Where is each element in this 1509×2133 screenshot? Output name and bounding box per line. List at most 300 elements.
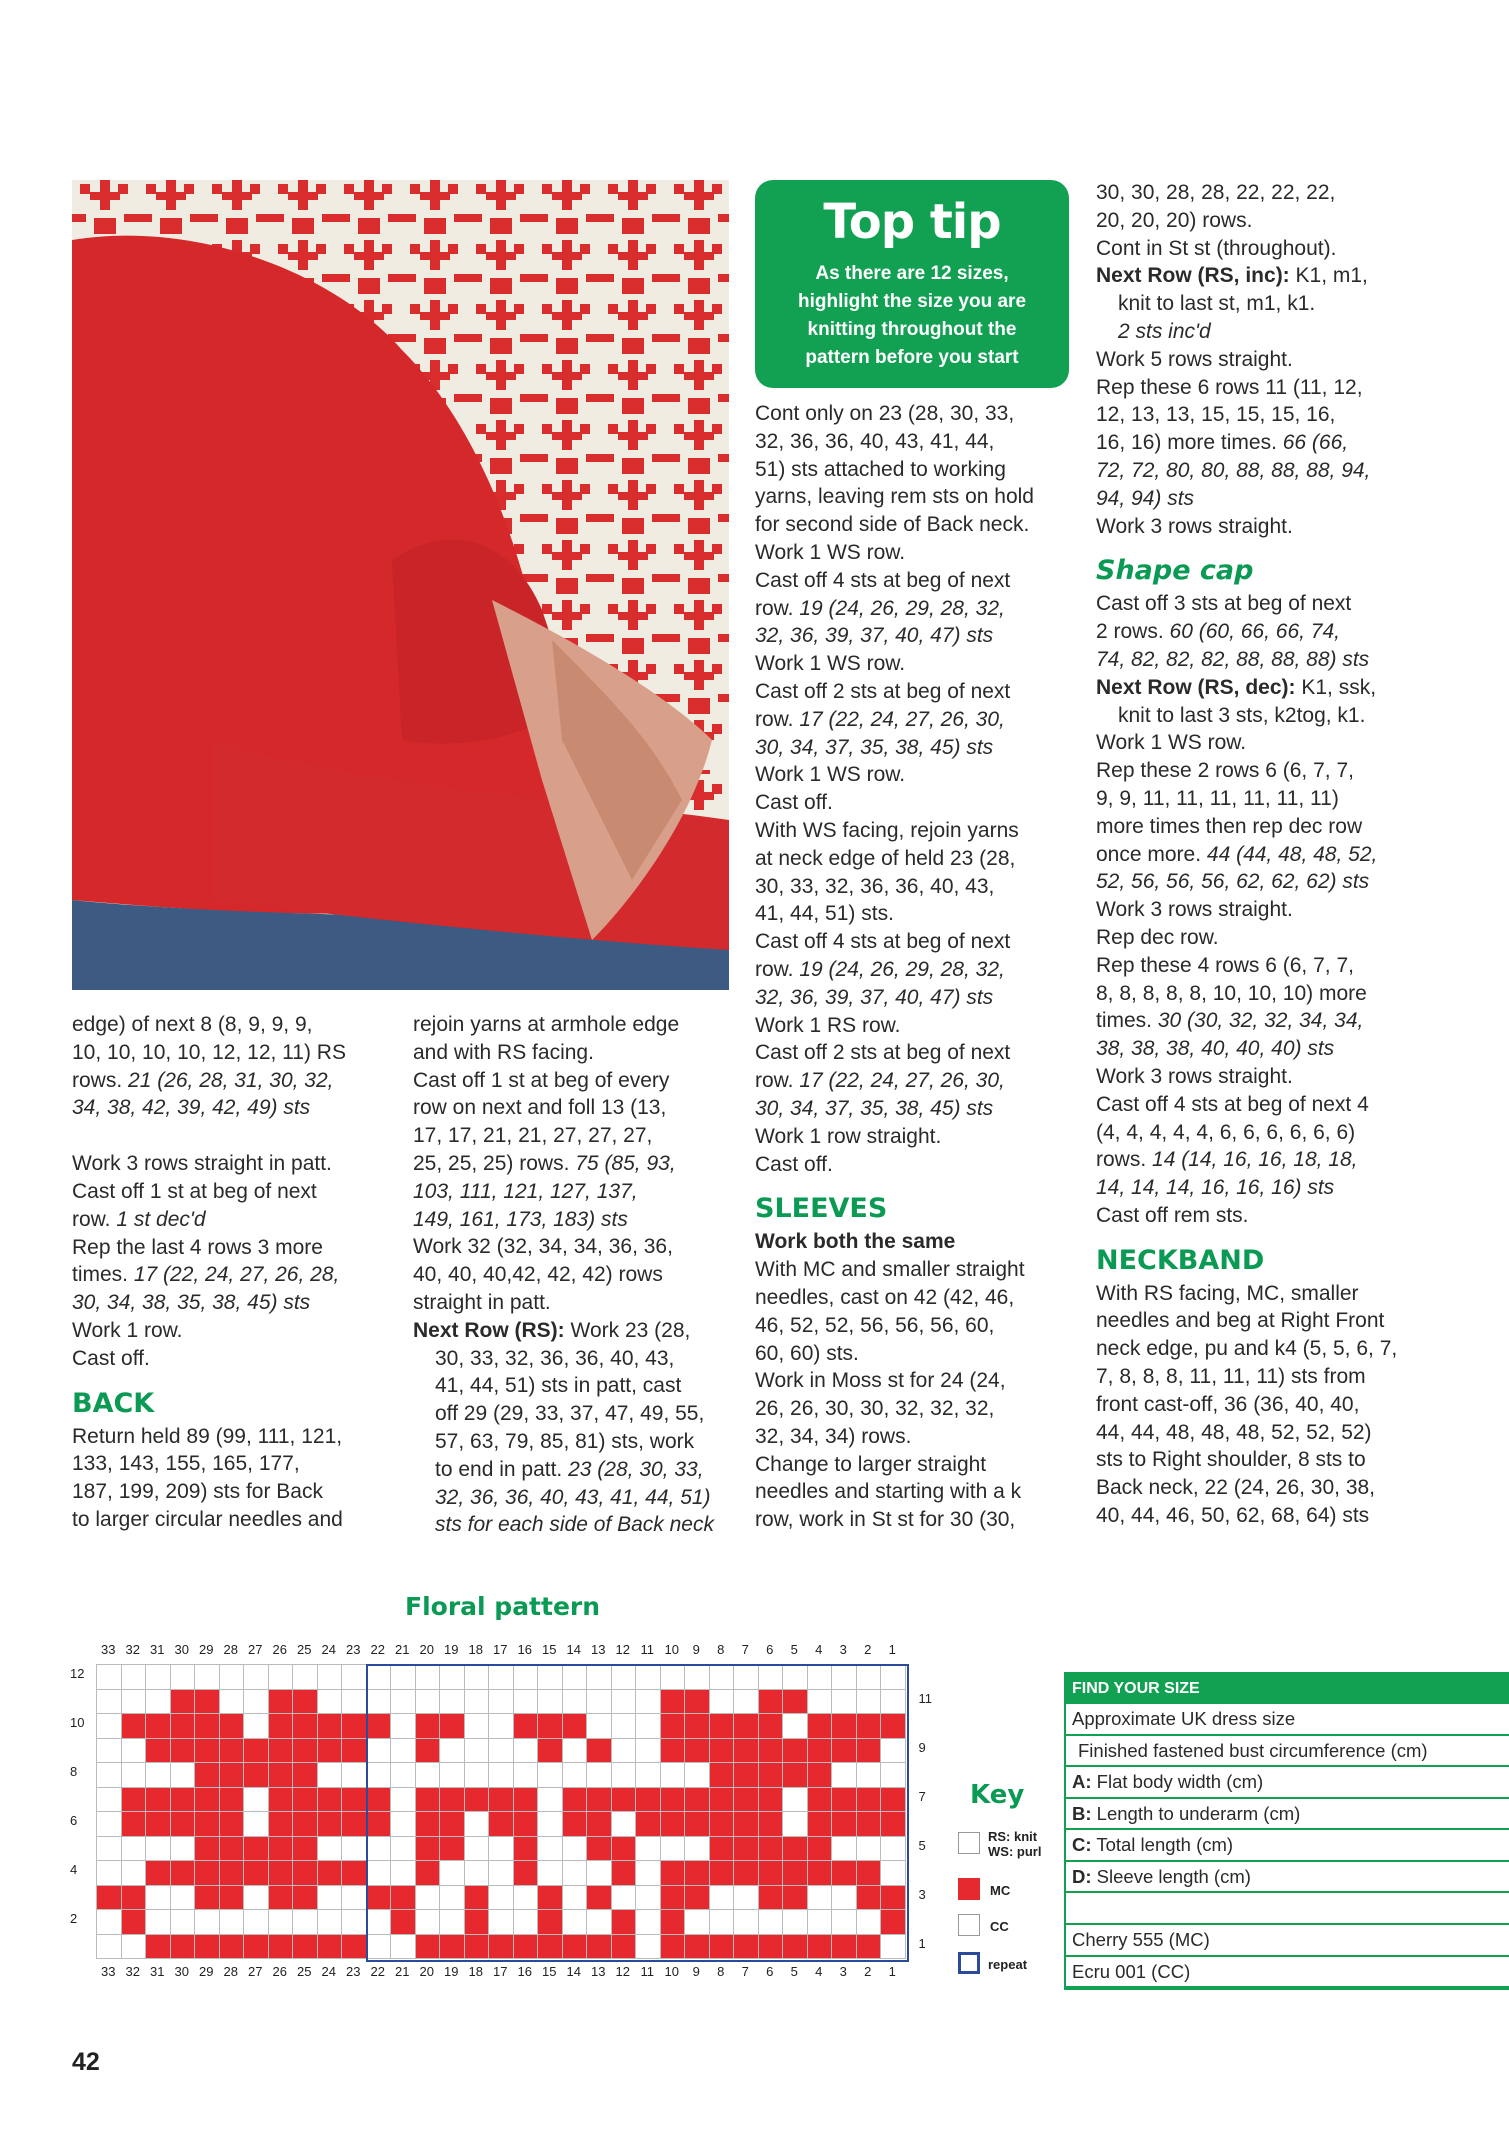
text-line: 32, 34, 34) rows. (755, 1424, 912, 1448)
chart-cell (661, 1690, 686, 1715)
chart-cell (318, 1788, 343, 1813)
chart-cell (857, 1788, 882, 1813)
chart-column-number: 27 (248, 1964, 263, 1979)
chart-cell (587, 1739, 612, 1764)
chart-cell (342, 1763, 367, 1788)
chart-column-number: 15 (542, 1964, 557, 1979)
chart-cell (538, 1910, 563, 1935)
chart-cell (538, 1714, 563, 1739)
chart-column-number: 3 (839, 1642, 847, 1657)
chart-cell (881, 1861, 906, 1886)
text-line: front cast-off, 36 (36, 40, 40, (1096, 1392, 1360, 1416)
top-tip-box (755, 180, 1069, 388)
chart-cell (440, 1665, 465, 1690)
text-line: row. 17 (22, 24, 27, 26, 30, (755, 1069, 1005, 1093)
key-repeat-swatch (958, 1952, 980, 1974)
neckband-heading: NECKBAND (1096, 1244, 1265, 1276)
chart-cell (759, 1837, 784, 1862)
chart-cell (269, 1886, 294, 1911)
chart-cell (514, 1910, 539, 1935)
chart-column-number: 5 (790, 1642, 798, 1657)
chart-cell (440, 1788, 465, 1813)
text-line: 25, 25, 25) rows. 75 (85, 93, (413, 1151, 676, 1175)
chart-cell (391, 1788, 416, 1813)
chart-cell (808, 1690, 833, 1715)
chart-cell (195, 1665, 220, 1690)
chart-cell (195, 1739, 220, 1764)
chart-column-number: 2 (864, 1642, 872, 1657)
chart-column-number: 18 (468, 1964, 483, 1979)
chart-cell (710, 1861, 735, 1886)
chart-cell (563, 1861, 588, 1886)
chart-cell (342, 1861, 367, 1886)
chart-cell (710, 1837, 735, 1862)
text-line: 26, 26, 30, 30, 32, 32, 32, (755, 1397, 995, 1421)
chart-row-number: 12 (70, 1666, 85, 1681)
chart-column-number: 9 (692, 1642, 700, 1657)
chart-cell (783, 1763, 808, 1788)
chart-cell (489, 1665, 514, 1690)
chart-cell (440, 1837, 465, 1862)
chart-cell (612, 1714, 637, 1739)
chart-cell (391, 1714, 416, 1739)
chart-cell (318, 1861, 343, 1886)
text-line: 14, 14, 14, 16, 16, 16) sts (1096, 1176, 1335, 1200)
text-line: 149, 161, 173, 183) sts (413, 1207, 628, 1231)
chart-cell (220, 1665, 245, 1690)
chart-cell (342, 1690, 367, 1715)
chart-cell (832, 1837, 857, 1862)
chart-cell (367, 1665, 392, 1690)
chart-cell (269, 1812, 294, 1837)
chart-cell (416, 1690, 441, 1715)
chart-column-number: 26 (272, 1964, 287, 1979)
chart-cell (881, 1739, 906, 1764)
chart-cell (514, 1812, 539, 1837)
text-line: 57, 63, 79, 85, 81) sts, work (435, 1429, 695, 1453)
text-line: Work 5 rows straight. (1096, 347, 1293, 371)
chart-cell (587, 1886, 612, 1911)
chart-cell (808, 1788, 833, 1813)
chart-cell (293, 1861, 318, 1886)
yarn-row: Cherry 555 (MC) (1066, 1925, 1509, 1957)
text-line: neck edge, pu and k4 (5, 5, 6, 7, (1096, 1337, 1398, 1361)
text-line: straight in patt. (413, 1290, 551, 1314)
chart-cell (220, 1812, 245, 1837)
chart-cell (587, 1763, 612, 1788)
text-line: needles and starting with a k (755, 1480, 1022, 1504)
chart-cell (97, 1935, 122, 1960)
text-line: Work 1 WS row. (1096, 731, 1247, 755)
text-line: Cast off. (755, 1152, 833, 1176)
chart-cell (832, 1739, 857, 1764)
text-line: times. 30 (30, 32, 32, 34, 34, (1096, 1009, 1364, 1033)
text-line: 10, 10, 10, 10, 12, 12, 11) RS (72, 1040, 346, 1064)
column-1 (72, 1011, 392, 1534)
chart-cell (808, 1910, 833, 1935)
chart-cell (538, 1812, 563, 1837)
chart-cell (661, 1935, 686, 1960)
chart-cell (440, 1886, 465, 1911)
chart-column-number: 24 (321, 1964, 336, 1979)
top-tip-title: Top tip (823, 194, 1001, 250)
chart-cell (171, 1935, 196, 1960)
chart-cell (563, 1690, 588, 1715)
chart-repeat-outline (366, 1664, 909, 1962)
chart-cell (465, 1812, 490, 1837)
chart-cell (318, 1910, 343, 1935)
text-line: Cast off. (755, 791, 833, 815)
chart-cell (636, 1665, 661, 1690)
chart-cell (661, 1714, 686, 1739)
text-line: row, work in St st for 30 (30, (755, 1508, 1016, 1532)
chart-cell (367, 1739, 392, 1764)
chart-cell (416, 1861, 441, 1886)
chart-column-number: 16 (517, 1964, 532, 1979)
chart-column-number: 29 (199, 1642, 214, 1657)
text-line: 103, 111, 121, 127, 137, (413, 1179, 638, 1203)
chart-cell (318, 1665, 343, 1690)
chart-cell (881, 1910, 906, 1935)
chart-cell (391, 1910, 416, 1935)
chart-cell (171, 1739, 196, 1764)
chart-cell (832, 1935, 857, 1960)
chart-cell (97, 1788, 122, 1813)
chart-cell (489, 1763, 514, 1788)
chart-cell (685, 1861, 710, 1886)
chart-column-number: 23 (346, 1642, 361, 1657)
chart-cell (759, 1861, 784, 1886)
chart-cell (244, 1910, 269, 1935)
chart-column-number: 28 (223, 1964, 238, 1979)
chart-cell (612, 1812, 637, 1837)
chart-cell (122, 1935, 147, 1960)
text-line: Cast off 4 sts at beg of next (755, 930, 1011, 954)
chart-cell (734, 1739, 759, 1764)
text-line: With MC and smaller straight (755, 1258, 1025, 1282)
chart-cell (808, 1837, 833, 1862)
chart-cell (220, 1714, 245, 1739)
chart-cell (318, 1763, 343, 1788)
chart-row-number: 1 (918, 1935, 926, 1951)
chart-cell (465, 1665, 490, 1690)
chart-cell (465, 1763, 490, 1788)
chart-cell (734, 1690, 759, 1715)
chart-cell (391, 1665, 416, 1690)
chart-cell (734, 1788, 759, 1813)
size-row-blank (1066, 1893, 1509, 1925)
chart-cell (465, 1935, 490, 1960)
size-row: Finished fastened bust circumference (cm) (1066, 1736, 1509, 1768)
chart-cell (661, 1812, 686, 1837)
chart-cell (391, 1812, 416, 1837)
text-line: more times then rep dec row (1096, 814, 1363, 838)
chart-cell (146, 1861, 171, 1886)
chart-cell (244, 1837, 269, 1862)
chart-cell (832, 1690, 857, 1715)
key-title: Key (970, 1780, 1025, 1810)
chart-column-number: 7 (741, 1964, 749, 1979)
chart-cell (97, 1763, 122, 1788)
key-repeat-label: repeat (988, 1957, 1028, 1972)
text-line: knit to last st, m1, k1. (1118, 292, 1316, 316)
text-line: 34, 38, 42, 39, 42, 49) sts (72, 1096, 311, 1120)
chart-cell (514, 1665, 539, 1690)
chart-cell (710, 1714, 735, 1739)
chart-cell (881, 1665, 906, 1690)
chart-cell (416, 1812, 441, 1837)
chart-cell (759, 1910, 784, 1935)
text-line: yarns, leaving rem sts on hold (755, 485, 1034, 509)
chart-cell (538, 1763, 563, 1788)
text-line: Change to larger straight (755, 1452, 987, 1476)
chart-cell (244, 1861, 269, 1886)
text-line: row on next and foll 13 (13, (413, 1096, 667, 1120)
size-row: C: Total length (cm) (1066, 1830, 1509, 1862)
chart-cell (122, 1665, 147, 1690)
chart-cell (269, 1665, 294, 1690)
chart-cell (587, 1812, 612, 1837)
text-line: 51) sts attached to working (755, 457, 1006, 481)
chart-cell (710, 1812, 735, 1837)
text-line: Rep these 6 rows 11 (11, 12, (1096, 375, 1363, 399)
chart-cell (808, 1861, 833, 1886)
chart-cell (685, 1886, 710, 1911)
chart-row-number: 7 (918, 1788, 926, 1804)
chart-cell (734, 1714, 759, 1739)
chart-cell (636, 1935, 661, 1960)
chart-column-number: 1 (888, 1642, 896, 1657)
text-line: to larger circular needles and (72, 1507, 343, 1531)
text-line: Rep these 4 rows 6 (6, 7, 7, (1096, 953, 1354, 977)
chart-column-number: 15 (542, 1642, 557, 1657)
text-line: 72, 72, 80, 80, 88, 88, 88, 94, (1096, 458, 1371, 482)
chart-cell (783, 1935, 808, 1960)
chart-cell (367, 1886, 392, 1911)
text-line: 60, 60) sts. (755, 1341, 859, 1365)
chart-cell (122, 1763, 147, 1788)
chart-cell (293, 1665, 318, 1690)
chart-cell (318, 1690, 343, 1715)
chart-cell (685, 1910, 710, 1935)
chart-row-number: 5 (918, 1837, 926, 1853)
text-line: sts to Right shoulder, 8 sts to (1096, 1448, 1366, 1472)
chart-cell (367, 1812, 392, 1837)
chart-cell (881, 1788, 906, 1813)
chart-column-number: 24 (321, 1642, 336, 1657)
chart-cell (514, 1739, 539, 1764)
chart-cell (661, 1837, 686, 1862)
chart-cell (391, 1739, 416, 1764)
text-line: to end in patt. 23 (28, 30, 33, (435, 1457, 704, 1481)
chart-cell (710, 1665, 735, 1690)
chart-cell (465, 1690, 490, 1715)
chart-cell (734, 1763, 759, 1788)
chart-cell (881, 1935, 906, 1960)
chart-cell (489, 1935, 514, 1960)
chart-cell (318, 1935, 343, 1960)
chart-cell (587, 1910, 612, 1935)
chart-cell (171, 1788, 196, 1813)
chart-cell (367, 1837, 392, 1862)
chart-cell (416, 1763, 441, 1788)
key-mc-swatch (958, 1878, 980, 1900)
chart-column-number: 10 (664, 1642, 679, 1657)
chart-cell (391, 1886, 416, 1911)
chart-column-number: 20 (419, 1642, 434, 1657)
chart-cell (514, 1690, 539, 1715)
text-line: Next Row (RS, inc): K1, m1, (1096, 264, 1368, 288)
chart-cell (293, 1763, 318, 1788)
chart-cell (808, 1886, 833, 1911)
chart-cell (808, 1763, 833, 1788)
text-line: row. 19 (24, 26, 29, 28, 32, (755, 596, 1005, 620)
chart-column-number: 21 (395, 1642, 410, 1657)
chart-cell (269, 1935, 294, 1960)
text-line: 17, 17, 21, 21, 27, 27, 27, (413, 1124, 653, 1148)
text-line: Cast off 4 sts at beg of next 4 (1096, 1092, 1369, 1116)
size-table-header: FIND YOUR SIZE (1066, 1674, 1509, 1704)
chart-cell (146, 1665, 171, 1690)
chart-cell (220, 1886, 245, 1911)
chart-cell (563, 1714, 588, 1739)
chart-cell (538, 1935, 563, 1960)
text-line: needles and beg at Right Front (1096, 1309, 1385, 1333)
chart-cell (636, 1739, 661, 1764)
chart-row-number: 11 (918, 1690, 932, 1706)
chart-cell (734, 1837, 759, 1862)
chart-cell (195, 1812, 220, 1837)
chart-cell (710, 1886, 735, 1911)
chart-cell (685, 1714, 710, 1739)
text-line: 16, 16) more times. 66 (66, (1096, 431, 1349, 455)
chart-cell (857, 1665, 882, 1690)
text-line: 40, 40, 40,42, 42, 42) rows (413, 1263, 663, 1287)
text-line: 52, 56, 56, 56, 62, 62, 62) sts (1096, 870, 1370, 894)
chart-cell (881, 1690, 906, 1715)
chart-column-number: 23 (346, 1964, 361, 1979)
chart-cell (612, 1837, 637, 1862)
text-line: row. 19 (24, 26, 29, 28, 32, (755, 957, 1005, 981)
chart-cell (171, 1812, 196, 1837)
chart-cell (514, 1837, 539, 1862)
chart-row-number: 2 (70, 1911, 78, 1926)
chart-title: Floral pattern (405, 1592, 601, 1621)
text-line: edge) of next 8 (8, 9, 9, 9, (72, 1013, 313, 1036)
chart-cell (734, 1861, 759, 1886)
chart-cell (244, 1739, 269, 1764)
chart-cell (342, 1812, 367, 1837)
text-line: 30, 34, 37, 35, 38, 45) sts (755, 735, 994, 759)
text-line: (4, 4, 4, 4, 4, 6, 6, 6, 6, 6, 6) (1096, 1120, 1356, 1144)
chart-cell (367, 1714, 392, 1739)
chart-cell (244, 1886, 269, 1911)
yarn-row: Ecru 001 (CC) (1066, 1957, 1509, 1989)
chart-cell (244, 1935, 269, 1960)
chart-column-number: 32 (125, 1642, 140, 1657)
chart-cell (563, 1812, 588, 1837)
chart-cell (318, 1714, 343, 1739)
text-line: 187, 199, 209) sts for Back (72, 1480, 323, 1504)
chart-cell (146, 1788, 171, 1813)
chart-cell (122, 1886, 147, 1911)
chart-cell (489, 1886, 514, 1911)
chart-cell (269, 1910, 294, 1935)
chart-cell (342, 1714, 367, 1739)
chart-cell (538, 1886, 563, 1911)
text-line: Work 3 rows straight. (1096, 514, 1293, 538)
chart-cell (881, 1763, 906, 1788)
text-line: 8, 8, 8, 8, 8, 10, 10, 10) more (1096, 981, 1367, 1005)
text-line: 32, 36, 39, 37, 40, 47) sts (755, 624, 994, 648)
chart-cell (710, 1690, 735, 1715)
chart-cell (685, 1812, 710, 1837)
text-line: off 29 (29, 33, 37, 47, 49, 55, (435, 1402, 705, 1426)
chart-cell (612, 1763, 637, 1788)
size-row: B: Length to underarm (cm) (1066, 1799, 1509, 1831)
chart-cell (587, 1837, 612, 1862)
chart-column-number: 2 (864, 1964, 872, 1979)
chart-column-number: 22 (370, 1642, 385, 1657)
chart-column-number: 17 (493, 1964, 508, 1979)
chart-cell (710, 1788, 735, 1813)
chart-column-number: 30 (174, 1964, 189, 1979)
chart-cell (832, 1788, 857, 1813)
chart-cell (465, 1910, 490, 1935)
chart-column-number: 12 (615, 1642, 630, 1657)
chart-cell (636, 1910, 661, 1935)
text-line: Work in Moss st for 24 (24, (755, 1369, 1006, 1393)
chart-cell (783, 1861, 808, 1886)
chart-cell (489, 1714, 514, 1739)
chart-cell (538, 1837, 563, 1862)
chart-cell (440, 1739, 465, 1764)
text-line: Cast off. (72, 1346, 150, 1370)
text-line: row. 1 st dec'd (72, 1207, 206, 1231)
chart-cell (636, 1886, 661, 1911)
chart-cell (857, 1886, 882, 1911)
chart-cell (122, 1910, 147, 1935)
chart-cell (612, 1935, 637, 1960)
chart-column-number: 14 (566, 1642, 581, 1657)
chart-column-number: 33 (101, 1964, 116, 1979)
chart-cell (244, 1788, 269, 1813)
chart-cell (391, 1690, 416, 1715)
chart-column-number: 28 (223, 1642, 238, 1657)
chart-cell (563, 1739, 588, 1764)
text-line: Work 3 rows straight. (1096, 898, 1293, 922)
chart-cell (122, 1837, 147, 1862)
page-number: 42 (72, 2048, 100, 2076)
chart-column-number: 11 (640, 1642, 654, 1657)
chart-cell (808, 1935, 833, 1960)
chart-cell (391, 1837, 416, 1862)
chart-cell (832, 1910, 857, 1935)
chart-cell (146, 1812, 171, 1837)
chart-cell (269, 1690, 294, 1715)
text-line: sts for each side of Back neck (435, 1513, 714, 1537)
chart-cell (783, 1739, 808, 1764)
chart-column-number: 6 (766, 1964, 774, 1979)
chart-cell (685, 1739, 710, 1764)
chart-column-number: 13 (591, 1964, 606, 1979)
text-line: 30, 33, 32, 36, 36, 40, 43, (435, 1346, 675, 1370)
chart-cell (318, 1837, 343, 1862)
chart-cell (146, 1935, 171, 1960)
chart-column-number: 31 (150, 1964, 165, 1979)
chart-cell (857, 1812, 882, 1837)
chart-cell (122, 1812, 147, 1837)
